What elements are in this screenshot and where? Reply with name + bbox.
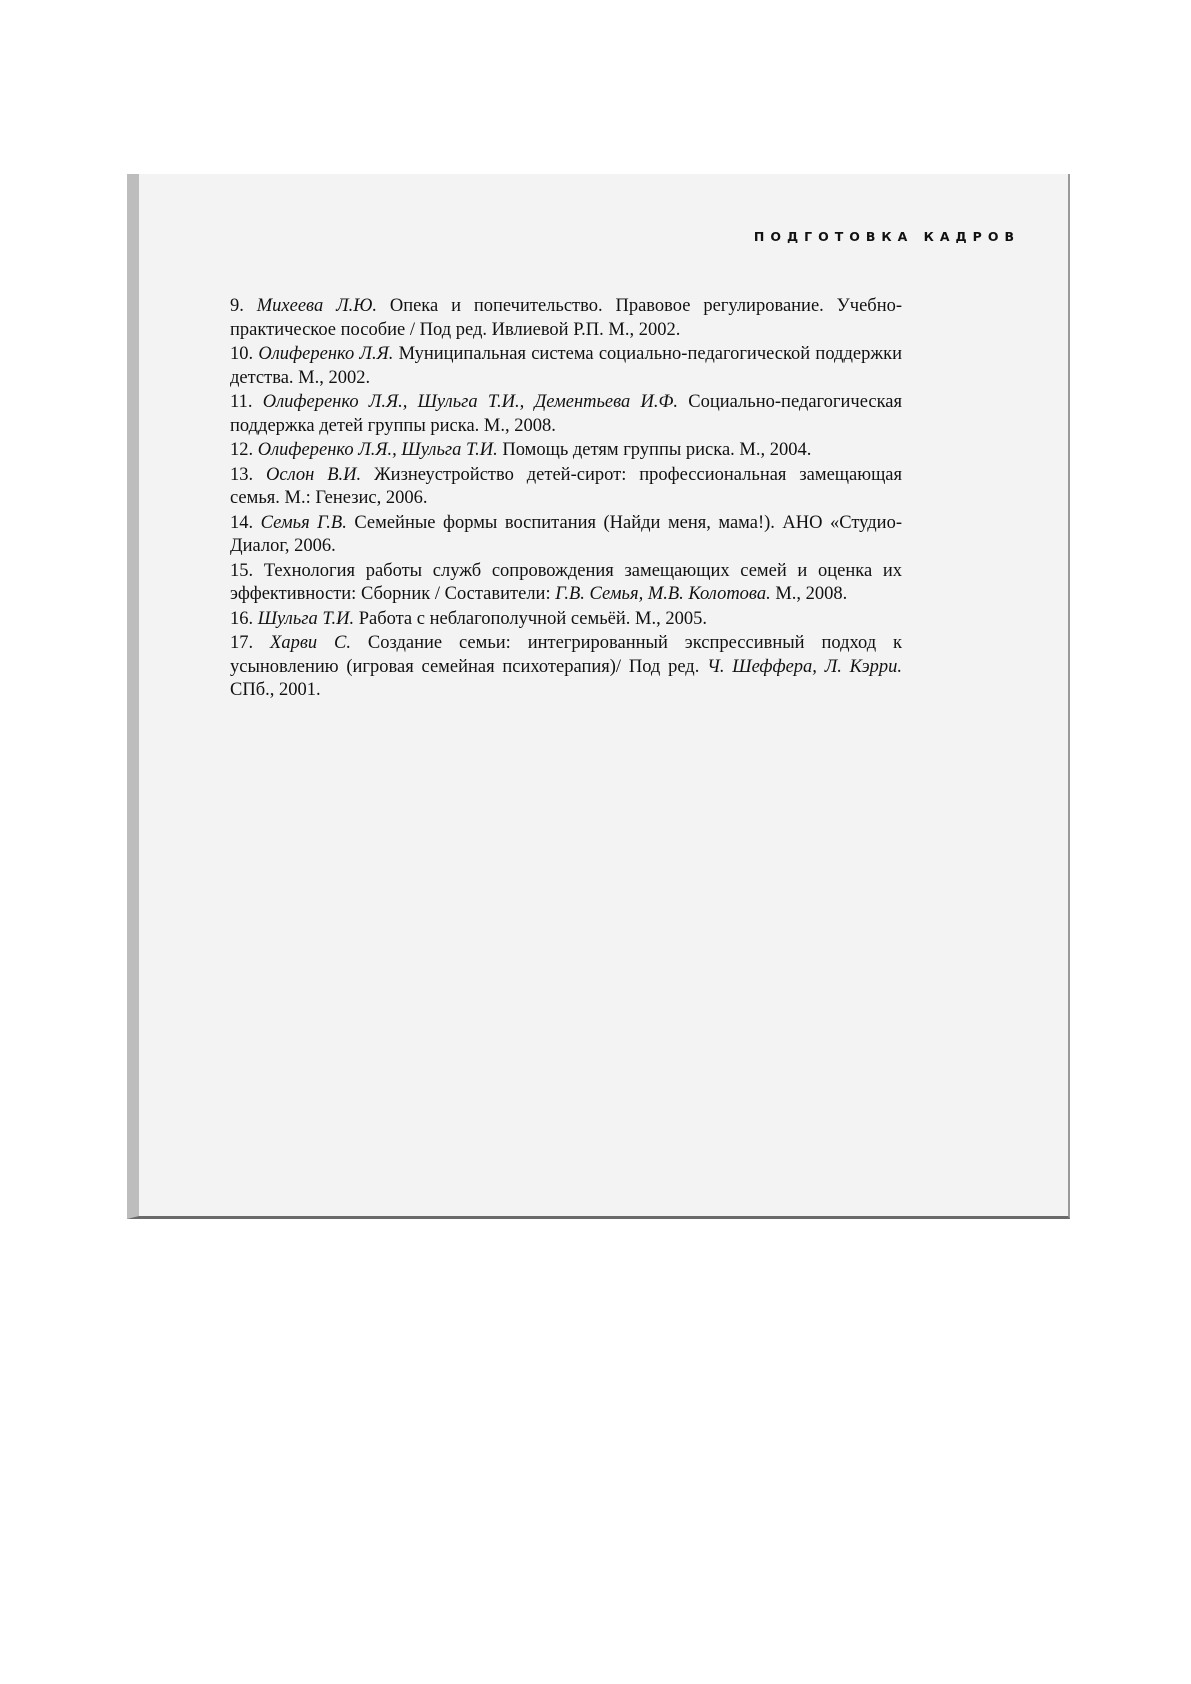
reference-item [230,560,902,607]
reference-text: Жизнеустройство детей-сирот: профессиональная замещающая семья. М.: Генезис, 2006. [230,464,903,508]
reference-text: Муниципальная система социально-педагогической поддержки детства. М., 2002. [230,344,902,388]
running-header: ПОДГОТОВКА КАДРОВ [753,229,1020,244]
reference-authors: Михеева Л.Ю. [256,296,377,316]
reference-number: 11. [230,392,253,412]
reference-item [230,295,902,342]
reference-authors: Ослон В.И. [266,464,362,485]
reference-number: 16. [230,608,254,629]
reference-authors: Шульга Т.И. [257,608,355,629]
reference-tail: СПб., 2001. [230,680,321,700]
reference-authors: Олиференко Л.Я., Шульга Т.И., Дементьева И.Ф. [262,392,679,412]
reference-text: Семейные формы воспитания (Найди меня, мама!). АНО «Студио-Диалог, 2006. [230,512,902,556]
reference-item [230,439,902,463]
reference-number: 15. [230,560,254,581]
reference-number: 17. [230,633,254,653]
reference-item [230,464,902,511]
reference-number: 10. [230,344,254,364]
reference-editors: Ч. Шеффера, Л. Кэрри. [707,656,902,677]
reference-text: Социально-педагогическая поддержка детей группы риска. М., 2008. [230,392,903,436]
reference-authors: Олиференко Л.Я., Шульга Т.И. [257,440,498,460]
reference-authors: Семья Г.В. [260,512,347,533]
reference-editors: Г.В. Семья, М.В. Колотова. [555,584,771,604]
reference-authors: Олиференко Л.Я. [258,344,394,364]
reference-text: Работа с неблагополучной семьёй. М., 2005. [358,608,707,629]
reference-number: 14. [230,512,254,533]
reference-item [230,632,902,703]
page [127,174,1070,1219]
reference-text: Опека и попечительство. Правовое регулирование. Учебно-практическое пособие / Под ред. Ивлиевой Р.П. М., 2002. [230,296,903,340]
reference-number: 9. [230,296,244,316]
reference-number: 13. [230,464,254,485]
reference-number: 12. [230,440,254,460]
reference-item [230,343,902,390]
reference-authors: Харви С. [270,633,351,653]
reference-item [230,512,902,559]
reference-text: Технология работы служб сопровождения замещающих семей и оценка их эффективности: Сборник / Составители: [230,560,903,604]
reference-list [230,295,902,704]
reference-item [230,608,902,632]
reference-text: Создание семьи: интегрированный экспрессивный подход к усыновлению (игровая семейная психотерапия)/ Под ред. [230,633,903,677]
reference-item [230,391,902,438]
reference-tail: М., 2008. [775,584,848,604]
reference-text: Помощь детям группы риска. М., 2004. [502,440,812,460]
